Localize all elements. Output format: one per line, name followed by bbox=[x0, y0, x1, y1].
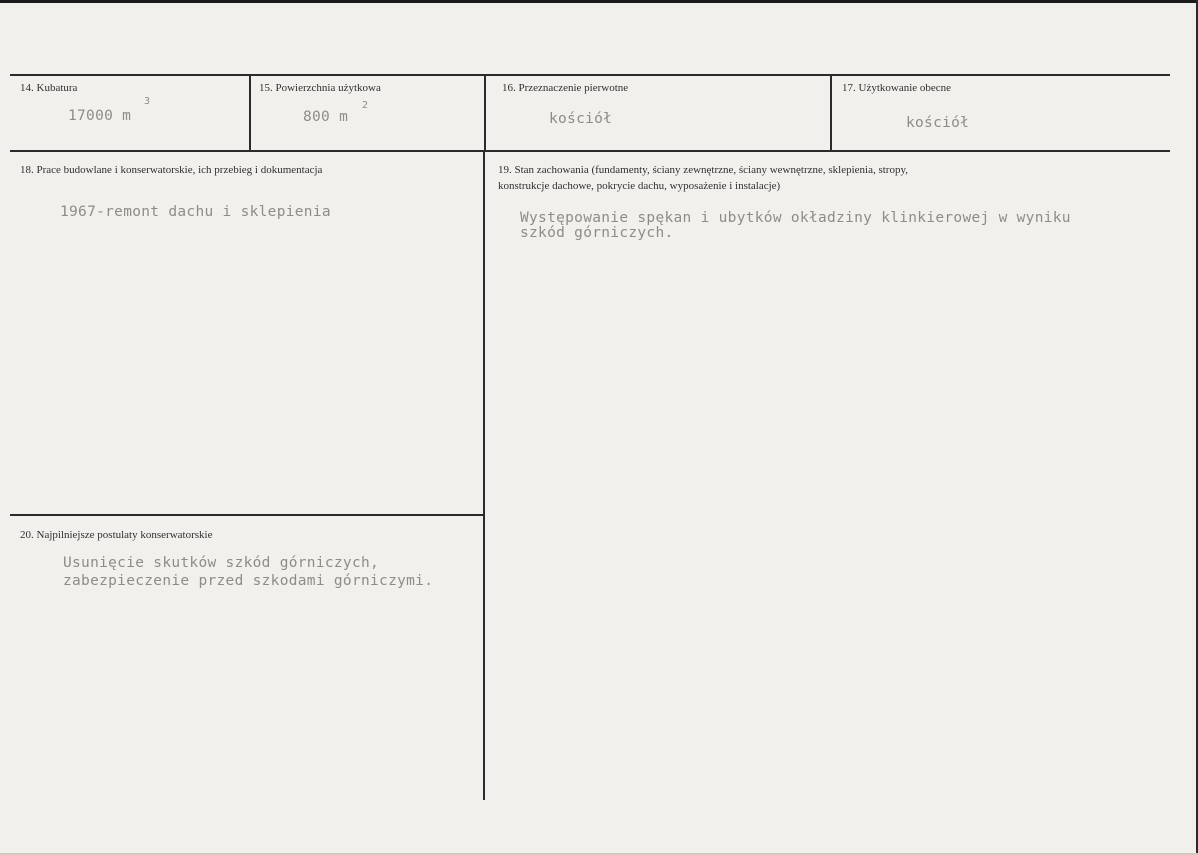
left-column-divider-rule bbox=[10, 514, 484, 516]
divider-15-16 bbox=[484, 75, 486, 151]
field-20-label: 20. Najpilniejsze postulaty konserwatorskie bbox=[20, 529, 213, 541]
field-19-label-line-1: 19. Stan zachowania (fundamenty, ściany zewnętrzne, ściany wewnętrzne, sklepienia, stropy, bbox=[498, 164, 909, 176]
field-17-label: 17. Użytkowanie obecne bbox=[842, 82, 952, 94]
field-20-value-line-1: Usunięcie skutków szkód górniczych, bbox=[63, 555, 380, 571]
field-14-value: 17000 m bbox=[68, 108, 132, 124]
field-20-value-line-2: zabezpieczenie przed szkodami górniczymi. bbox=[63, 573, 434, 589]
field-18-value: 1967-remont dachu i sklepienia bbox=[60, 204, 331, 220]
field-16-value: kościół bbox=[549, 111, 613, 127]
field-15-label: 15. Powierzchnia użytkowa bbox=[259, 82, 381, 94]
field-18-label: 18. Prace budowlane i konserwatorskie, ich przebieg i dokumentacja bbox=[20, 164, 323, 176]
field-15-unit-superscript: 2 bbox=[362, 100, 369, 111]
field-19-label-line-2: konstrukcje dachowe, pokrycie dachu, wyposażenie i instalacje) bbox=[498, 180, 781, 192]
field-17-value: kościół bbox=[906, 115, 970, 131]
field-15-value: 800 m bbox=[303, 109, 349, 125]
row1-bottom-rule bbox=[10, 150, 1170, 152]
field-14-label: 14. Kubatura bbox=[20, 82, 78, 94]
card-top-edge bbox=[0, 0, 1198, 3]
top-rule bbox=[10, 74, 1170, 76]
field-19-value-line-1: Występowanie spękan i ubytków okładziny klinkierowej w wyniku bbox=[520, 210, 1071, 226]
main-column-divider bbox=[483, 151, 485, 800]
field-16-label: 16. Przeznaczenie pierwotne bbox=[502, 82, 629, 94]
divider-16-17 bbox=[830, 75, 832, 151]
field-19-value-line-2: szkód górniczych. bbox=[520, 225, 674, 241]
divider-14-15 bbox=[249, 75, 251, 151]
field-14-unit-superscript: 3 bbox=[144, 96, 151, 107]
